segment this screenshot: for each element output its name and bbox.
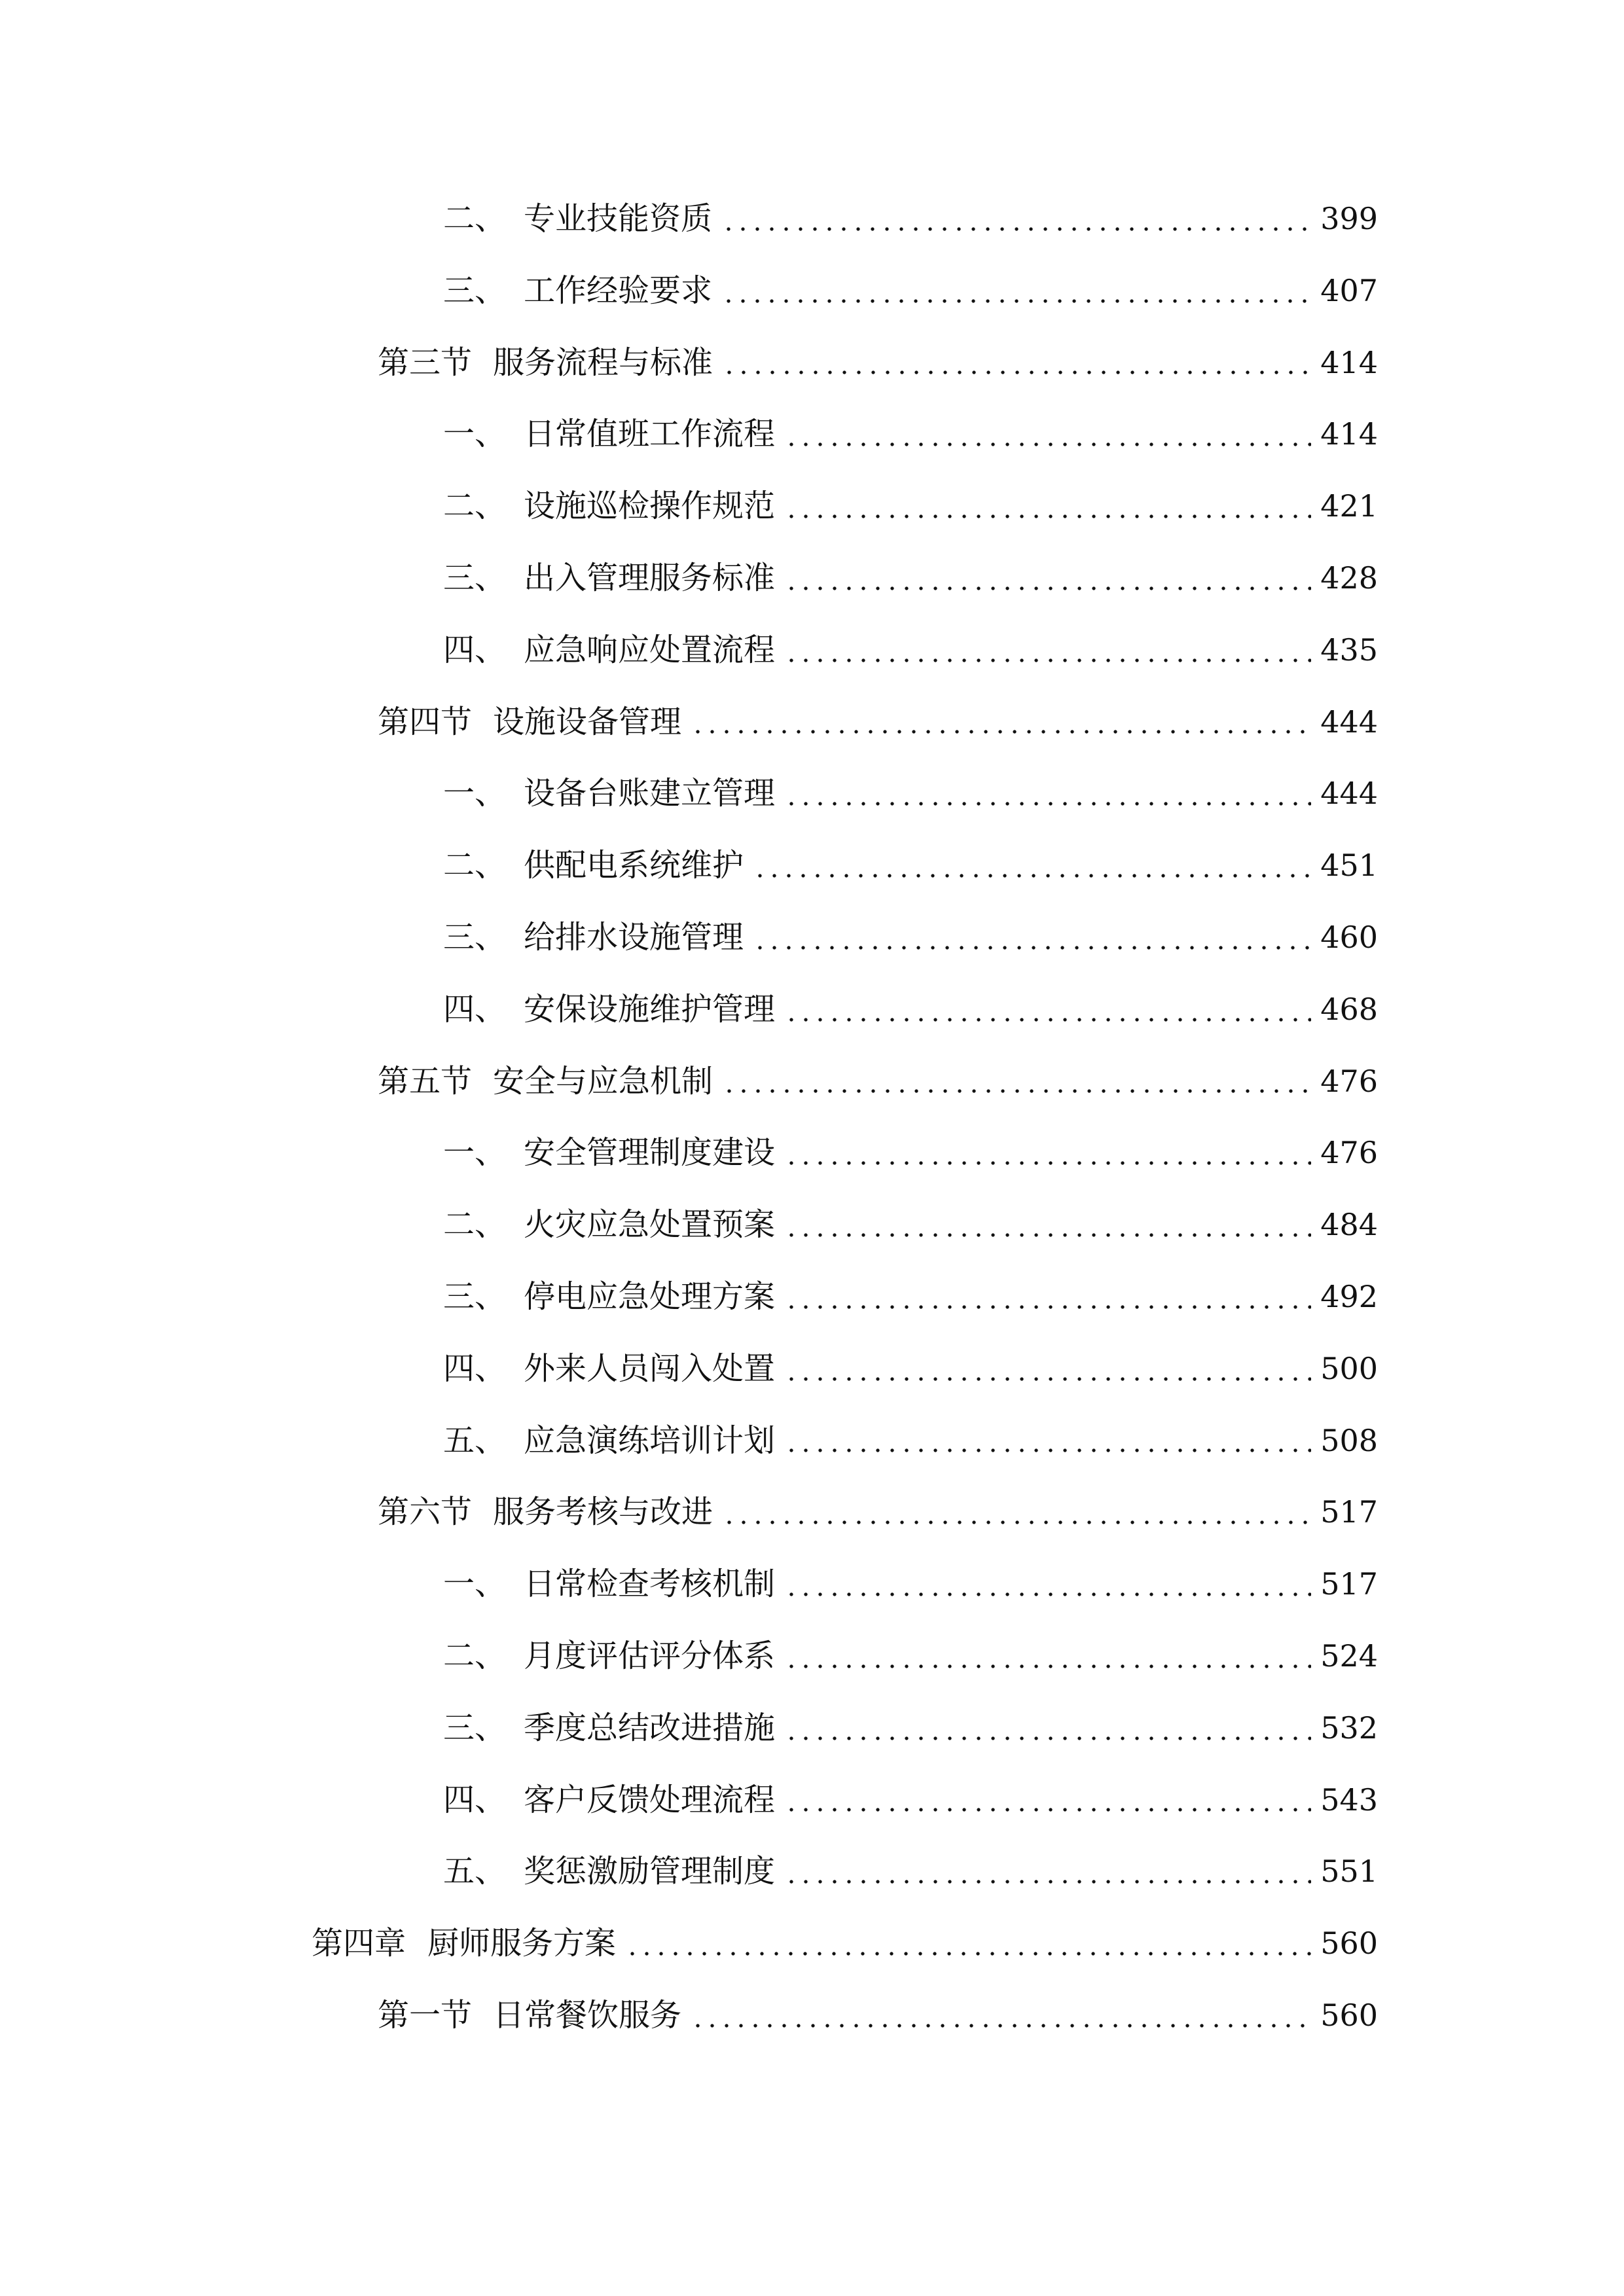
toc-entry-page-number: 414 (1320, 416, 1378, 452)
toc-entry-title: 工作经验要求 (524, 272, 713, 309)
toc-entry-title: 供配电系统维护 (524, 847, 744, 884)
dot-leader (782, 399, 1311, 471)
dot-leader (782, 1189, 1311, 1261)
toc-entry-marker: 四、 (443, 1781, 507, 1818)
toc-entry-title: 火灾应急处置预案 (524, 1206, 776, 1244)
dot-leader (782, 1405, 1311, 1477)
toc-entry-marker: 第三节 (378, 344, 473, 381)
toc-entry-marker: 第一节 (378, 1996, 473, 2034)
dot-leader (782, 1549, 1311, 1621)
toc-entry-page-number: 435 (1320, 632, 1378, 668)
toc-entry-item (0, 758, 1378, 830)
toc-entry-item (0, 902, 1378, 974)
toc-entry-page-number: 476 (1320, 1135, 1378, 1171)
dot-leader (719, 183, 1311, 255)
toc-entry-marker: 一、 (443, 775, 507, 812)
toc-entry-title: 设施设备管理 (493, 703, 682, 740)
dot-leader (782, 543, 1311, 615)
toc-entry-page-number: 532 (1320, 1710, 1378, 1746)
toc-entry-title: 厨师服务方案 (427, 1925, 617, 1962)
toc-entry-title: 季度总结改进措施 (524, 1709, 776, 1746)
toc-entry-title: 停电应急处理方案 (524, 1278, 776, 1315)
toc-entry-page-number: 399 (1320, 201, 1378, 236)
toc-entry-title: 日常检查考核机制 (524, 1566, 776, 1603)
dot-leader (623, 1908, 1311, 1980)
toc-entry-item (0, 830, 1378, 902)
toc-entry-marker: 第五节 (378, 1062, 473, 1100)
toc-entry-page-number: 476 (1320, 1063, 1378, 1099)
toc-entry-title: 安全与应急机制 (493, 1062, 713, 1100)
toc-entry-title: 日常餐饮服务 (493, 1996, 682, 2034)
toc-entry-page-number: 484 (1320, 1207, 1378, 1243)
toc-entry-title: 外来人员闯入处置 (524, 1350, 776, 1387)
toc-entry-item (0, 974, 1378, 1046)
toc-entry-marker: 四、 (443, 990, 507, 1028)
toc-entry-page-number: 407 (1320, 272, 1378, 308)
toc-entry-page-number: 551 (1320, 1854, 1378, 1890)
toc-entry-title: 应急响应处置流程 (524, 631, 776, 668)
dot-leader (719, 327, 1311, 399)
toc-entry-item (0, 1189, 1378, 1261)
toc-entry-title: 奖惩激励管理制度 (524, 1853, 776, 1890)
dot-leader (750, 830, 1311, 902)
toc-entry-item (0, 471, 1378, 543)
toc-entry-title: 应急演练培训计划 (524, 1422, 776, 1459)
toc-entry-chapter (0, 1908, 1378, 1980)
toc-entry-title: 专业技能资质 (524, 200, 713, 237)
toc-entry-title: 安全管理制度建设 (524, 1134, 776, 1172)
toc-entry-item (0, 1117, 1378, 1189)
toc-entry-title: 给排水设施管理 (524, 918, 744, 956)
toc-entry-page-number: 414 (1320, 344, 1378, 380)
toc-entry-item (0, 543, 1378, 615)
toc-entry-item (0, 183, 1378, 255)
toc-entry-title: 月度评估评分体系 (524, 1637, 776, 1674)
toc-entry-title: 服务流程与标准 (493, 344, 713, 381)
toc-entry-page-number: 451 (1320, 848, 1378, 884)
dot-leader (719, 1046, 1311, 1118)
toc-entry-marker: 第六节 (378, 1494, 473, 1531)
toc-entry-marker: 四、 (443, 631, 507, 668)
toc-entry-item (0, 1621, 1378, 1693)
table-of-contents (0, 183, 1378, 2052)
toc-entry-item (0, 255, 1378, 327)
dot-leader (782, 758, 1311, 830)
toc-entry-item (0, 399, 1378, 471)
dot-leader (782, 1621, 1311, 1693)
toc-entry-marker: 五、 (443, 1422, 507, 1459)
toc-entry-page-number: 500 (1320, 1350, 1378, 1386)
dot-leader (782, 1117, 1311, 1189)
toc-entry-title: 设备台账建立管理 (524, 775, 776, 812)
toc-entry-page-number: 517 (1320, 1494, 1378, 1530)
toc-entry-marker: 三、 (443, 918, 507, 956)
toc-entry-page-number: 560 (1320, 1997, 1378, 2033)
toc-entry-marker: 一、 (443, 1134, 507, 1172)
toc-entry-page-number: 428 (1320, 560, 1378, 596)
toc-entry-marker: 一、 (443, 1566, 507, 1603)
dot-leader (719, 1477, 1311, 1549)
toc-entry-page-number: 560 (1320, 1926, 1378, 1962)
toc-entry-marker: 三、 (443, 1709, 507, 1746)
toc-entry-marker: 二、 (443, 488, 507, 525)
toc-entry-section (0, 1046, 1378, 1118)
dot-leader (782, 615, 1311, 687)
toc-entry-page-number: 421 (1320, 488, 1378, 524)
dot-leader (782, 1836, 1311, 1908)
toc-entry-item (0, 1693, 1378, 1765)
toc-entry-section (0, 1477, 1378, 1549)
toc-entry-marker: 四、 (443, 1350, 507, 1387)
toc-entry-marker: 第四章 (312, 1925, 406, 1962)
toc-entry-page-number: 444 (1320, 704, 1378, 740)
dot-leader (688, 687, 1311, 759)
toc-entry-item (0, 1333, 1378, 1405)
toc-entry-item (0, 1261, 1378, 1333)
toc-entry-page-number: 517 (1320, 1566, 1378, 1602)
toc-entry-section (0, 1980, 1378, 2052)
toc-entry-marker: 第四节 (378, 703, 473, 740)
toc-entry-section (0, 327, 1378, 399)
toc-entry-marker: 三、 (443, 559, 507, 596)
toc-entry-page-number: 444 (1320, 776, 1378, 812)
toc-entry-marker: 二、 (443, 1206, 507, 1244)
toc-entry-marker: 一、 (443, 416, 507, 453)
toc-entry-page-number: 460 (1320, 919, 1378, 955)
dot-leader (782, 1693, 1311, 1765)
dot-leader (719, 255, 1311, 327)
dot-leader (782, 1765, 1311, 1837)
toc-entry-marker: 三、 (443, 1278, 507, 1315)
toc-entry-marker: 三、 (443, 272, 507, 309)
toc-entry-page-number: 543 (1320, 1782, 1378, 1818)
toc-entry-marker: 二、 (443, 847, 507, 884)
toc-entry-marker: 二、 (443, 200, 507, 237)
toc-entry-page-number: 468 (1320, 991, 1378, 1027)
toc-entry-page-number: 492 (1320, 1278, 1378, 1314)
toc-entry-title: 日常值班工作流程 (524, 416, 776, 453)
toc-entry-page-number: 524 (1320, 1638, 1378, 1674)
toc-entry-title: 设施巡检操作规范 (524, 488, 776, 525)
toc-entry-title: 服务考核与改进 (493, 1494, 713, 1531)
toc-entry-item (0, 1765, 1378, 1837)
toc-entry-marker: 二、 (443, 1637, 507, 1674)
toc-entry-section (0, 687, 1378, 759)
dot-leader (782, 1333, 1311, 1405)
toc-entry-page-number: 508 (1320, 1422, 1378, 1458)
dot-leader (688, 1980, 1311, 2052)
dot-leader (782, 1261, 1311, 1333)
toc-entry-item (0, 615, 1378, 687)
toc-entry-title: 安保设施维护管理 (524, 990, 776, 1028)
toc-entry-item (0, 1836, 1378, 1908)
toc-entry-title: 出入管理服务标准 (524, 559, 776, 596)
dot-leader (782, 471, 1311, 543)
dot-leader (750, 902, 1311, 974)
toc-entry-item (0, 1549, 1378, 1621)
toc-entry-item (0, 1405, 1378, 1477)
toc-entry-marker: 五、 (443, 1853, 507, 1890)
dot-leader (782, 974, 1311, 1046)
toc-entry-title: 客户反馈处理流程 (524, 1781, 776, 1818)
